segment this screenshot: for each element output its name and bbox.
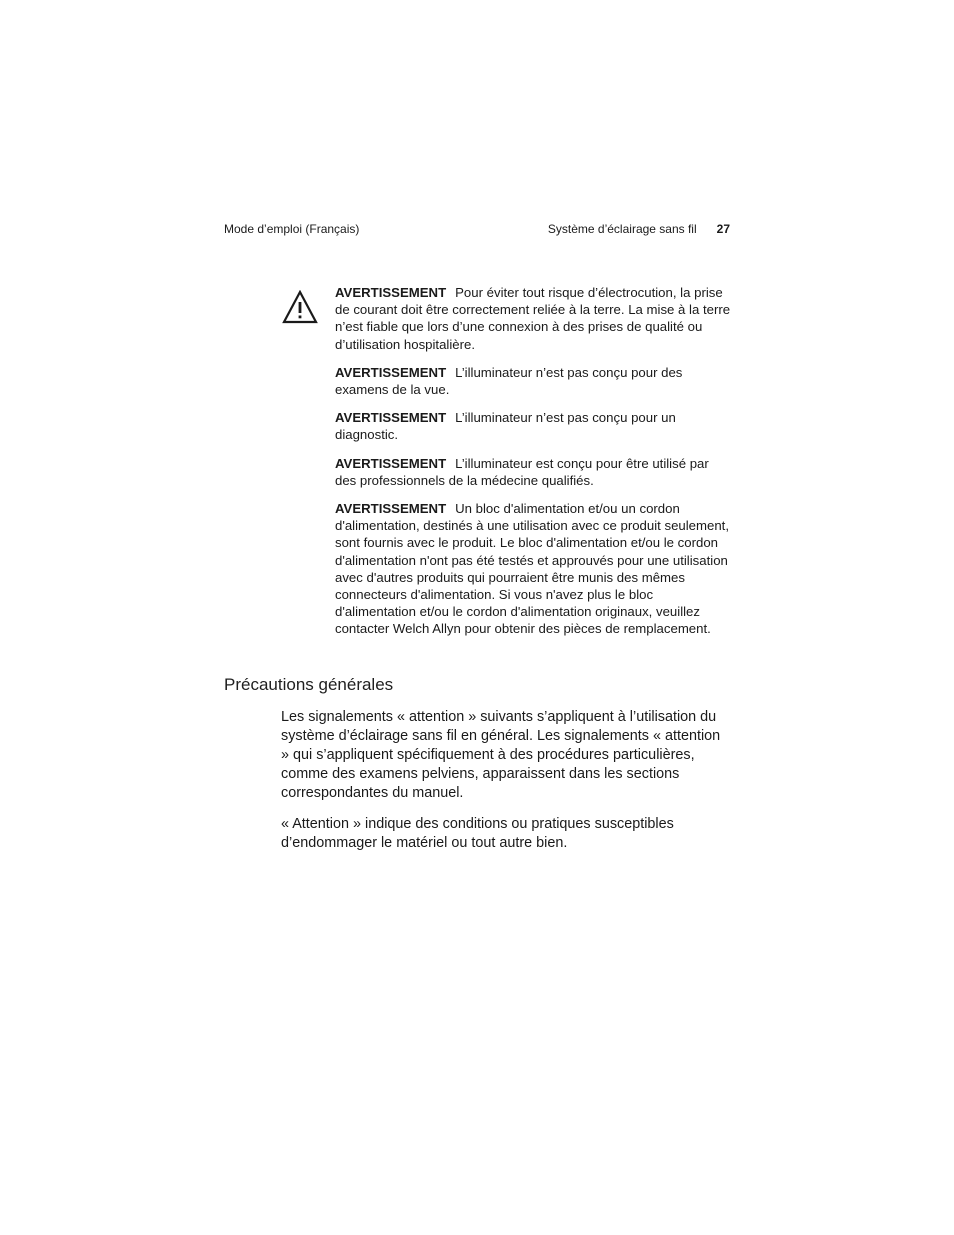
warning-text: L’illuminateur n’est pas conçu pour un diagnostic. [335,410,676,443]
warning-label: AVERTISSEMENT [335,501,447,517]
warning-label: AVERTISSEMENT [335,364,447,380]
header-right [548,221,730,237]
warning-text: L’illuminateur n’est pas conçu pour des examens de la vue. [335,364,683,398]
header-manual-title: Mode d’emploi (Français) [224,222,360,236]
page-number: 27 [716,222,730,236]
section-heading: Précautions générales [224,675,394,694]
section-paragraph: Les signalements « attention » suivants s’appliquent à l’utilisation du système d’éclairage sans fil en général. Les signalements « attention » qui s’appliquent spécifiquement à des procédures particulières, comme des examens pelviens, apparaissent dans les sections correspondantes du manuel. [281,709,721,801]
warning-item [335,284,731,353]
header-product-name: Système d’éclairage sans fil [547,222,697,236]
warning-item [335,455,731,489]
warning-triangle-icon [282,290,318,324]
warning-label: AVERTISSEMENT [335,410,447,426]
section-body [281,708,731,865]
warning-item [335,500,731,638]
page-header [224,221,730,239]
warnings-list [335,284,731,649]
warning-text: Un bloc d'alimentation et/ou un cordon d'alimentation, destinés à une utilisation avec ce produit seulement, sont fournis avec le produit. Le bloc d'alimentation et/ou le cordon d'alimentation n'ont pas été testés et approuvés pour une utilisation avec d'autres produits qui pourraient être munis des mêmes connecteurs d'alimentation. Si vous n'avez plus le bloc d'alimentation et/ou le cordon d'alimentation originaux, veuillez contacter Welch Allyn pour obtenir des pièces de remplacement. [335,501,729,637]
warning-label: AVERTISSEMENT [335,455,447,471]
warning-label: AVERTISSEMENT [335,285,447,300]
warning-text: Pour éviter tout risque d’électrocution, la prise de courant doit être correctement reliée à la terre. La mise à la terre n’est fiable que lors d’une connexion à des prises de qualité ou d’utilisation hospitalière. [335,285,731,352]
warning-item [335,409,731,443]
section-paragraph: « Attention » indique des conditions ou pratiques susceptibles d’endommager le matériel ou tout autre bien. [281,816,674,851]
warning-item [335,364,731,398]
warning-text: L’illuminateur est conçu pour être utilisé par des professionnels de la médecine qualifiés. [335,455,709,488]
